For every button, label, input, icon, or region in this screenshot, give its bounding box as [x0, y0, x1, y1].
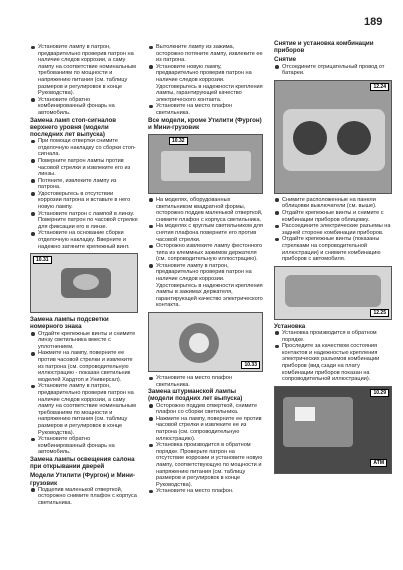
- figure-photo-shape: [337, 121, 371, 155]
- col3-list3-item: Установка производится в обратном порядке.: [274, 330, 392, 343]
- col3-list2-item: Снимите расположенные на панели облицовки выключатели (см. выше).: [274, 197, 392, 210]
- col1-list2-item: Установите лампу в патрон, предварительно проверив патрон на наличие следов коррозии, а саму лампу на соответствие номинальным требованиям по мощности и напряжению питания (см. таблицу размеров и регулировок в конце Руководства).: [30, 383, 138, 436]
- col2-list3-item: Осторожно поддев отверткой, снимите плафон со сборки светильника.: [148, 403, 263, 416]
- column-3: [274, 40, 392, 477]
- figure-10-31: [30, 253, 138, 313]
- col1-list1-item: Поверните патрон лампы против часовой стрелки и извлеките его из линзы.: [30, 158, 138, 178]
- col1-top-item: Установите обратно комбинированный фонарь на автомобиль.: [30, 97, 138, 117]
- col2-list2-item: Установите на место плафон светильника.: [148, 375, 263, 388]
- col1-list1-item: Установите на основание сборки отделочную накладку. Вверните и надежно затяните крепежный винт.: [30, 230, 138, 250]
- figure-photo-shape: [189, 333, 209, 353]
- col1-list2-item: Установите обратно комбинированный фонарь на автомобиль.: [30, 436, 138, 456]
- figure-label: 10.32: [169, 137, 188, 145]
- figure-photo-shape: [293, 121, 327, 155]
- figure-label: 12.24: [370, 83, 389, 91]
- figure-photo-shape: [283, 397, 353, 447]
- col3-list2-item: Отдайте крепежные винты (показаны стрелками на сопроводительной иллюстрации) и снимите комбинацию приборов с автомобиля.: [274, 236, 392, 262]
- col3-list1-item: Отсоедините отрицательный провод от батареи.: [274, 64, 392, 77]
- col1-list3-item: Подцепив маленькой отверткой, осторожно снимите плафон с корпуса светильника.: [30, 487, 138, 507]
- figure-label: 10.29: [370, 389, 389, 397]
- figure-12-24: [274, 80, 392, 194]
- col1-list1-item: Потяните, извлеките лампу из патрона.: [30, 178, 138, 191]
- col3-list3-item: Проследите за качеством состояния контактов и надежностью крепления электрических разъемов комбинации приборов (вид сзади на плату комбинации приборов показан на сопроводительной иллюстрации).: [274, 343, 392, 383]
- col1-heading-3: Замена лампы освещения салона при открывании дверей: [30, 455, 135, 471]
- col3-heading-1: Снятие и установка комбинации приборов: [274, 40, 374, 55]
- col2-list1-item: Установите лампу в патрон, предварительно проверив патрон на наличие следов коррозии. Удостоверьтесь в надежности крепления лампы в зажимах держателя, гарантирующей качество электрического контакта.: [148, 263, 263, 309]
- col1-list1-item: Удостоверьтесь в отсутствии коррозии патрона и вставьте в него новую лампу.: [30, 191, 138, 211]
- page-number: 189: [364, 16, 383, 28]
- col2-list3-item: Установка производится в обратном порядке. Проверьте патрон на отсутствие коррозии и установите новую лампу, соответствующую по мощности и напряжению питания (см. таблицу размеров и регулировок в конце Руководства).: [148, 442, 263, 488]
- figure-label: 10.31: [33, 256, 52, 264]
- col1-heading-2: Замена лампы подсветки номерного знака: [30, 316, 109, 331]
- col1-heading-1: Замена ламп стоп-сигналов верхнего уровня (модели последних лет выпуска): [30, 116, 117, 138]
- col1-list2-item: Нажмите на лампу, поверните ее против часовой стрелки и извлеките из патрона (см. сопроводительную иллюстрацию - показан светильник моделей Хардтоп и Универсал).: [30, 350, 138, 383]
- col2-top-item: Вытолкните лампу из зажима, осторожно потяните лампу, извлеките ее из патрона.: [148, 44, 263, 64]
- figure-label: 10.33: [241, 361, 260, 369]
- column-2: [148, 44, 263, 495]
- col1-top-item: Установите лампу в патрон, предварительно проверив патрон на наличие следов коррозии, а саму лампу на соответствие номинальным требованиям по мощности и напряжению питания (см. таблицу размеров и регулировок в конце Руководства).: [30, 44, 138, 97]
- figure-photo-shape: [295, 407, 315, 421]
- col2-top-item: Установите новую лампу, предварительно проверив патрон на наличие следов коррозии. Удостоверьтесь в надежности крепления лампы, гарантирующей качество электрического контакта.: [148, 64, 263, 104]
- col2-heading-1: Все модели, кроме Утилити (Фургон) и Мини-грузовик: [148, 116, 262, 131]
- col3-heading-2: Снятие: [274, 56, 297, 64]
- col1-list2-item: Отдайте крепежные винты и снимите линзу светильника вместе с уплотнением.: [30, 331, 138, 351]
- figure-10-32: [148, 134, 263, 194]
- col3-list2-item: Отдайте крепежные винты и снимите с комбинации приборов облицовку.: [274, 210, 392, 223]
- figure-photo-shape: [285, 275, 381, 307]
- col1-heading-4: Модели Утилити (Фургон) и Мини-грузовик: [30, 472, 135, 487]
- col2-list1-item: Осторожно извлеките лампу фестонного типа из клеммных зажимов держателя (см. сопроводительную иллюстрацию).: [148, 243, 263, 263]
- figure-10-29: [274, 386, 392, 474]
- figure-label: 12.25: [370, 309, 389, 317]
- col2-list3-item: Установите на место плафон.: [148, 488, 263, 495]
- col3-heading-3: Установка: [274, 322, 306, 330]
- col2-heading-2: Замена штурманской лампы (модели поздних лет выпуска): [148, 388, 243, 403]
- col2-top-item: Установите на место плафон светильника.: [148, 103, 263, 116]
- col2-list1-item: На моделях, оборудованных светильником квадратной формы, осторожно поддев маленькой отверткой, снимите плафон с корпуса светильника.: [148, 197, 263, 223]
- figure-photo-shape: [189, 157, 225, 173]
- col1-list1-item: Установите патрон с лампой в линзу. Поверните патрон по часовой стрелке для фиксации его в линзе.: [30, 211, 138, 231]
- col1-list1-item: При помощи отвертки снимите отделочную накладку со сборки стоп-сигнала.: [30, 138, 138, 158]
- figure-sublabel: АТМ: [370, 459, 387, 467]
- column-1: [30, 44, 138, 507]
- figure-10-33: [148, 312, 263, 372]
- figure-12-25: [274, 266, 392, 320]
- col3-list2-item: Рассоедините электрические разъемы на задней стороне комбинации приборов.: [274, 223, 392, 236]
- col2-list3-item: Нажмите на лампу, поверните ее против часовой стрелки и извлеките ее из патрона (см. сопроводительную иллюстрацию).: [148, 416, 263, 442]
- col2-list1-item: На моделях с круглым светильником для снятия плафона поверните его против часовой стрелки.: [148, 223, 263, 243]
